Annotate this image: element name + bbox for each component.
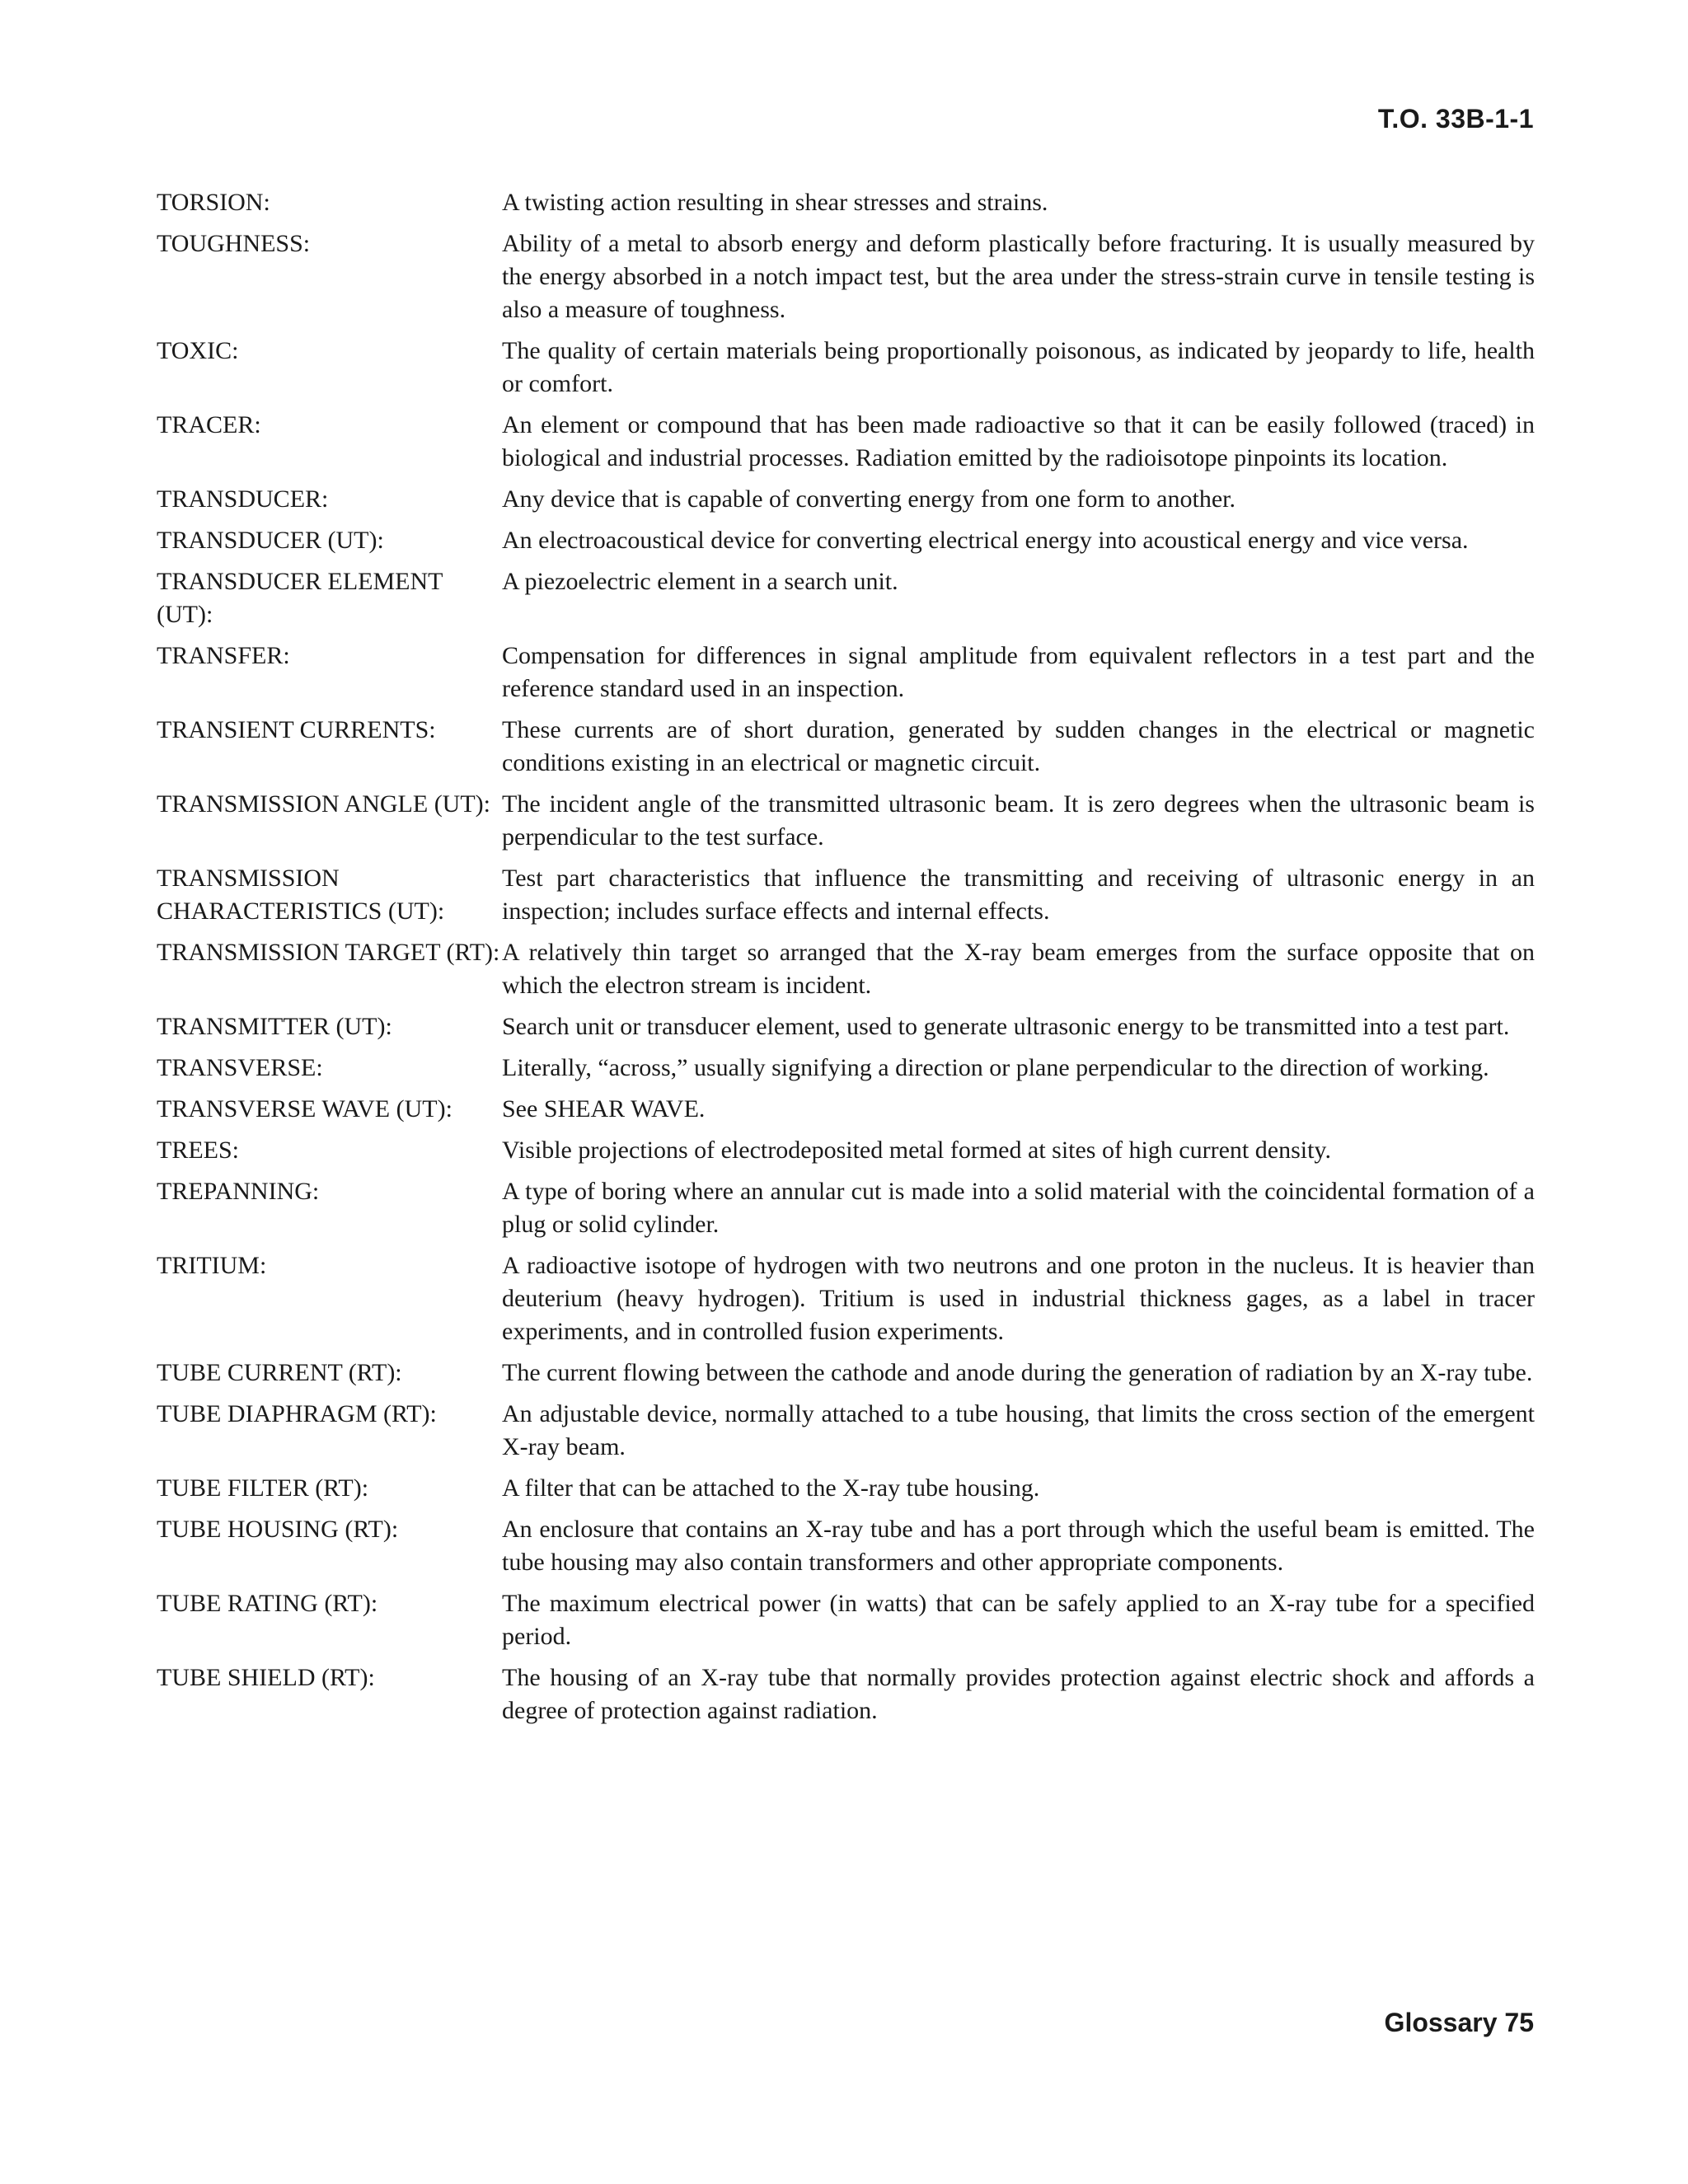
glossary-entry (157, 335, 1535, 401)
glossary-definition: A radioactive isotope of hydrogen with two neutrons and one proton in the nucleus. It is heavier than deuterium (heavy hydrogen). Tritium is used in industrial thickness gages, as a label in tracer experiments, and in controlled fusion experiments. (502, 1252, 1535, 1345)
glossary-definition: A piezoelectric element in a search unit. (502, 568, 898, 595)
glossary-term: TORSION: (157, 189, 270, 216)
glossary-entry (157, 565, 1535, 631)
glossary-entry (157, 1093, 1535, 1126)
glossary-definition: The maximum electrical power (in watts) that can be safely applied to an X-ray tube for a specified period. (502, 1590, 1535, 1650)
glossary-definition: Test part characteristics that influence the transmitting and receiving of ultrasonic energy in an inspection; includes surface effects and internal effects. (502, 865, 1535, 925)
glossary-entry (157, 936, 1535, 1002)
glossary-term: TRANSVERSE WAVE (UT): (157, 1095, 452, 1122)
glossary-entry (157, 1661, 1535, 1727)
glossary-term: TREPANNING: (157, 1178, 320, 1205)
glossary-term: TRANSMISSION ANGLE (UT): (157, 790, 490, 818)
glossary-term: TUBE HOUSING (RT): (157, 1516, 399, 1543)
glossary-definition: Visible projections of electrodeposited metal formed at sites of high current density. (502, 1137, 1331, 1164)
glossary-term: TOXIC: (157, 337, 239, 364)
glossary-entry (157, 227, 1535, 326)
glossary-term: TRANSMISSION CHARACTERISTICS (UT): (157, 865, 445, 925)
glossary-definition: Compensation for differences in signal amplitude from equivalent reflectors in a test part and the reference standard used in an inspection. (502, 642, 1535, 702)
glossary-entry (157, 1010, 1535, 1043)
glossary-definition: The quality of certain materials being proportionally poisonous, as indicated by jeopardy to life, health or comfort. (502, 337, 1535, 397)
glossary-definition: Search unit or transducer element, used to generate ultrasonic energy to be transmitted into a test part. (502, 1013, 1510, 1040)
glossary-definition: A twisting action resulting in shear stresses and strains. (502, 189, 1048, 216)
glossary-entry (157, 1249, 1535, 1348)
glossary-definition: Any device that is capable of converting energy from one form to another. (502, 485, 1236, 513)
glossary-entry (157, 1472, 1535, 1505)
glossary-term: TRANSVERSE: (157, 1054, 323, 1081)
glossary-term: TRANSIENT CURRENTS: (157, 716, 436, 743)
glossary-entry (157, 862, 1535, 928)
glossary-term: TRANSMITTER (UT): (157, 1013, 392, 1040)
glossary-term: TRANSDUCER (UT): (157, 527, 384, 554)
glossary-entry (157, 483, 1535, 516)
glossary-definition: A filter that can be attached to the X-ray tube housing. (502, 1474, 1040, 1502)
glossary-term: TUBE FILTER (RT): (157, 1474, 369, 1502)
glossary-entry (157, 1134, 1535, 1167)
glossary-term: TRANSDUCER: (157, 485, 329, 513)
glossary-entry (157, 1175, 1535, 1241)
glossary-term: TUBE DIAPHRAGM (RT): (157, 1400, 437, 1427)
glossary-entry (157, 1513, 1535, 1579)
glossary-entry (157, 186, 1535, 219)
glossary-term: TRITIUM: (157, 1252, 267, 1279)
glossary-definition: A relatively thin target so arranged that the X-ray beam emerges from the surface opposite that on which the electron stream is incident. (502, 939, 1535, 999)
glossary-term: TRANSFER: (157, 642, 290, 669)
glossary-term: TRACER: (157, 411, 261, 438)
document-number: T.O. 33B-1-1 (1377, 104, 1534, 134)
glossary-definition: These currents are of short duration, generated by sudden changes in the electrical or magnetic conditions existing in an electrical or magnetic circuit. (502, 716, 1535, 776)
glossary-definition: Literally, “across,” usually signifying a direction or plane perpendicular to the direction of working. (502, 1054, 1489, 1081)
glossary-definition: The current flowing between the cathode and anode during the generation of radiation by an X-ray tube. (502, 1359, 1533, 1386)
glossary-term: TRANSDUCER ELEMENT (UT): (157, 568, 443, 628)
glossary-definition: An electroacoustical device for converting electrical energy into acoustical energy and vice versa. (502, 527, 1469, 554)
glossary-entry (157, 1587, 1535, 1653)
glossary-definition: The incident angle of the transmitted ultrasonic beam. It is zero degrees when the ultrasonic beam is perpendicular to the test surface. (502, 790, 1535, 851)
glossary-entry (157, 524, 1535, 557)
glossary-term: TREES: (157, 1137, 240, 1164)
glossary-term: TUBE RATING (RT): (157, 1590, 378, 1617)
glossary-definition: An adjustable device, normally attached to a tube housing, that limits the cross section of the emergent X-ray beam. (502, 1400, 1535, 1460)
glossary-term: TRANSMISSION TARGET (RT): (157, 939, 500, 966)
glossary-entry (157, 1052, 1535, 1085)
glossary-entry (157, 409, 1535, 475)
page-number: Glossary 75 (1384, 2008, 1534, 2037)
glossary-entry (157, 1357, 1535, 1390)
glossary-term: TUBE SHIELD (RT): (157, 1664, 375, 1691)
glossary-entry (157, 788, 1535, 854)
glossary-definition: An enclosure that contains an X-ray tube and has a port through which the useful beam is emitted. The tube housing may also contain transformers and other appropriate components. (502, 1516, 1535, 1576)
glossary-definition: See SHEAR WAVE. (502, 1095, 706, 1122)
glossary-term: TUBE CURRENT (RT): (157, 1359, 402, 1386)
glossary-entry (157, 714, 1535, 780)
glossary-definition: The housing of an X-ray tube that normally provides protection against electric shock and affords a degree of protection against radiation. (502, 1664, 1535, 1724)
glossary-list (157, 186, 1535, 1736)
glossary-term: TOUGHNESS: (157, 230, 311, 257)
glossary-definition: Ability of a metal to absorb energy and deform plastically before fracturing. It is usually measured by the energy absorbed in a notch impact test, but the area under the stress-strain curve in tensile testing is also a measure of toughness. (502, 230, 1535, 323)
glossary-entry (157, 1398, 1535, 1464)
glossary-entry (157, 640, 1535, 705)
glossary-definition: A type of boring where an annular cut is made into a solid material with the coincidental formation of a plug or solid cylinder. (502, 1178, 1535, 1238)
glossary-definition: An element or compound that has been made radioactive so that it can be easily followed (traced) in biological and industrial processes. Radiation emitted by the radioisotope pinpoints its location. (502, 411, 1535, 471)
